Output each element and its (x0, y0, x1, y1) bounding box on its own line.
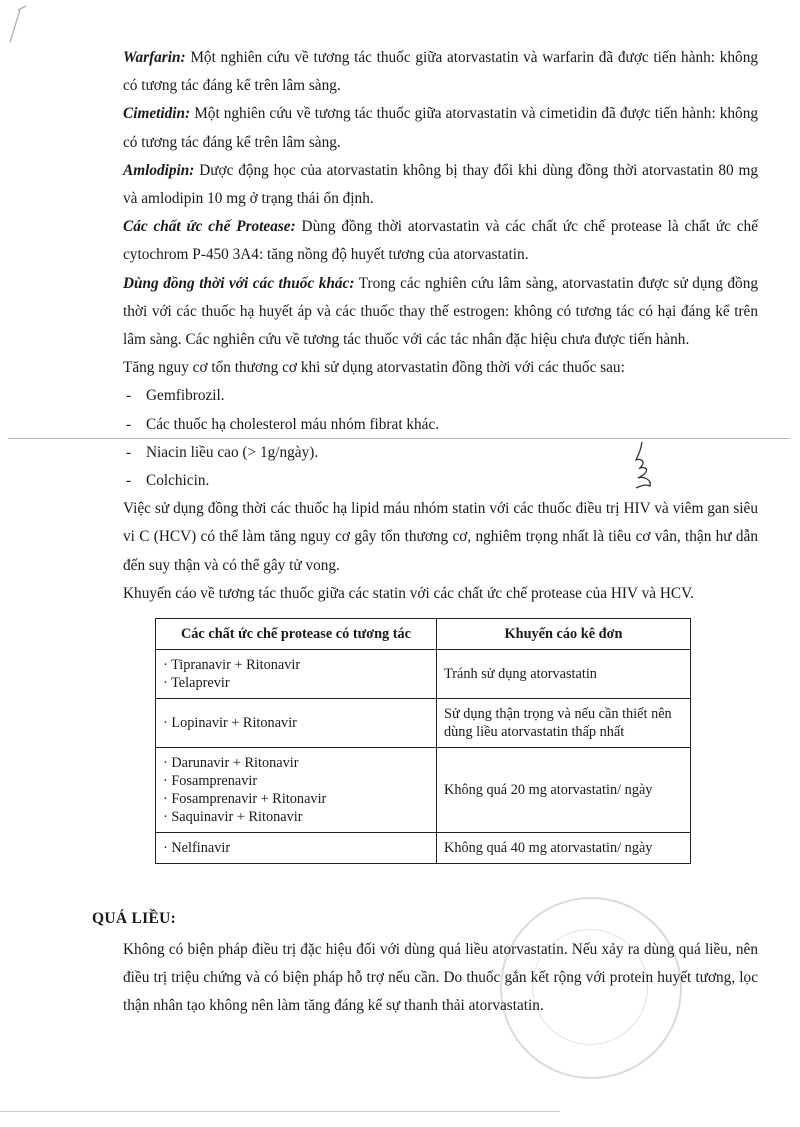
table-header-cell: Khuyến cáo kê đơn (437, 619, 691, 650)
paragraph-overdose: Không có biện pháp điều trị đặc hiệu đối với dùng quá liều atorvastatin. Nếu xảy ra dùng quá liều, nên điều trị triệu chứng và có biện pháp hỗ trợ nếu cần. Do thuốc gắn kết rộng với protein huyết tương, lọc thận nhân tạo không nên làm tăng đáng kể sự thanh thải atorvastatin. (123, 941, 758, 1015)
drug-item: · Darunavir + Ritonavir (163, 755, 299, 772)
table-cell-advice: Sử dụng thận trọng và nếu cần thiết nên dùng liều atorvastatin thấp nhất (437, 699, 691, 748)
overdose-heading: QUÁ LIỀU: (92, 910, 177, 927)
paragraph-hiv-hcv: Việc sử dụng đồng thời các thuốc hạ lipid máu nhóm statin với các thuốc điều trị HIV và viêm gan siêu vi C (HCV) có thể làm tăng nguy cơ gây tổn thương cơ, nghiêm trọng nhất là tiêu cơ vân, thận hư dẫn đến suy thận và có thể gây tử vong. (123, 500, 758, 574)
list-item-text: Gemfibrozil. (146, 387, 225, 405)
corner-pen-mark (4, 4, 40, 44)
bullet-dash: - (126, 443, 132, 461)
list-item (123, 382, 758, 410)
term-amlodipin: Amlodipin: (123, 161, 195, 179)
list-item (123, 439, 758, 467)
drug-item: · Fosamprenavir + Ritonavir (163, 791, 327, 808)
table-cell-drugs (156, 650, 437, 699)
table-cell-drugs (156, 748, 437, 833)
text-amlodipin: Dược động học của atorvastatin không bị thay đổi khi dùng đồng thời atorvastatin 80 mg và amlodipin 10 mg ở trạng thái ổn định. (123, 161, 758, 208)
table-cell-advice: Tránh sử dụng atorvastatin (437, 650, 691, 699)
term-other-drugs: Dùng đồng thời với các thuốc khác: (123, 274, 355, 292)
bullet-dash: - (126, 472, 132, 490)
table-row (156, 748, 691, 833)
term-protease: Các chất ức chế Protease: (123, 218, 296, 236)
paragraph-warfarin (123, 44, 758, 100)
drug-item: · Saquinavir + Ritonavir (163, 809, 303, 826)
paragraph-other-drugs (123, 270, 758, 355)
list-item (123, 467, 758, 495)
drug-interactions-section (123, 44, 758, 864)
table-row (156, 833, 691, 864)
text-protease: Dùng đồng thời atorvastatin và các chất ức chế protease là chất ức chế cytochrom P-450 3A4: tăng nồng độ huyết tương của atorvastatin. (123, 218, 758, 264)
bullet-dash: - (126, 415, 132, 433)
text-other-drugs: Trong các nghiên cứu lâm sàng, atorvastatin được sử dụng đồng thời với các thuốc hạ huyết áp và các thuốc thay thế estrogen: không có tương tác có hại đáng kể trên lâm sàng. Các nghiên cứu về tương tác thuốc với các tác nhân đặc hiệu chưa được tiến hành. (123, 274, 758, 349)
table-row (156, 699, 691, 748)
list-item-text: Niacin liều cao (> 1g/ngày). (146, 443, 319, 461)
list-item-text: Các thuốc hạ cholesterol máu nhóm fibrat khác. (146, 415, 440, 433)
overdose-section (123, 936, 758, 1021)
table-cell-advice: Không quá 40 mg atorvastatin/ ngày (437, 833, 691, 864)
table-cell-drugs (156, 833, 437, 864)
scan-line-bottom (0, 1111, 560, 1112)
paragraph-risk-intro: Tăng nguy cơ tổn thương cơ khi sử dụng atorvastatin đồng thời với các thuốc sau: (123, 359, 625, 377)
paragraph-amlodipin (123, 157, 758, 213)
drug-item: · Fosamprenavir (163, 773, 258, 790)
text-cimetidin: Một nghiên cứu về tương tác thuốc giữa atorvastatin và cimetidin đã được tiến hành: không có tương tác đáng kể trên lâm sàng. (123, 105, 758, 151)
drug-item: · Telaprevir (163, 675, 230, 692)
drug-item: · Tipranavir + Ritonavir (163, 657, 301, 674)
paragraph-cimetidin (123, 100, 758, 156)
bullet-dash: - (126, 387, 132, 405)
protease-interaction-table (155, 618, 691, 864)
table-row (156, 650, 691, 699)
paragraph-table-intro: Khuyến cáo về tương tác thuốc giữa các statin với các chất ức chế protease của HIV và HCV. (123, 584, 694, 602)
drug-item: · Lopinavir + Ritonavir (163, 715, 297, 732)
list-item-text: Colchicin. (146, 472, 210, 490)
risk-list (123, 382, 758, 495)
paragraph-protease (123, 213, 758, 269)
term-warfarin: Warfarin: (123, 49, 186, 66)
text-warfarin: Một nghiên cứu về tương tác thuốc giữa atorvastatin và warfarin đã được tiến hành: không có tương tác đáng kể trên lâm sàng. (123, 49, 758, 95)
list-item (123, 411, 758, 439)
drug-item: · Nelfinavir (163, 840, 231, 857)
table-cell-advice: Không quá 20 mg atorvastatin/ ngày (437, 748, 691, 833)
table-header-cell: Các chất ức chế protease có tương tác (156, 619, 437, 650)
table-cell-drugs (156, 699, 437, 748)
term-cimetidin: Cimetidin: (123, 105, 191, 123)
table-header-row (156, 619, 691, 650)
